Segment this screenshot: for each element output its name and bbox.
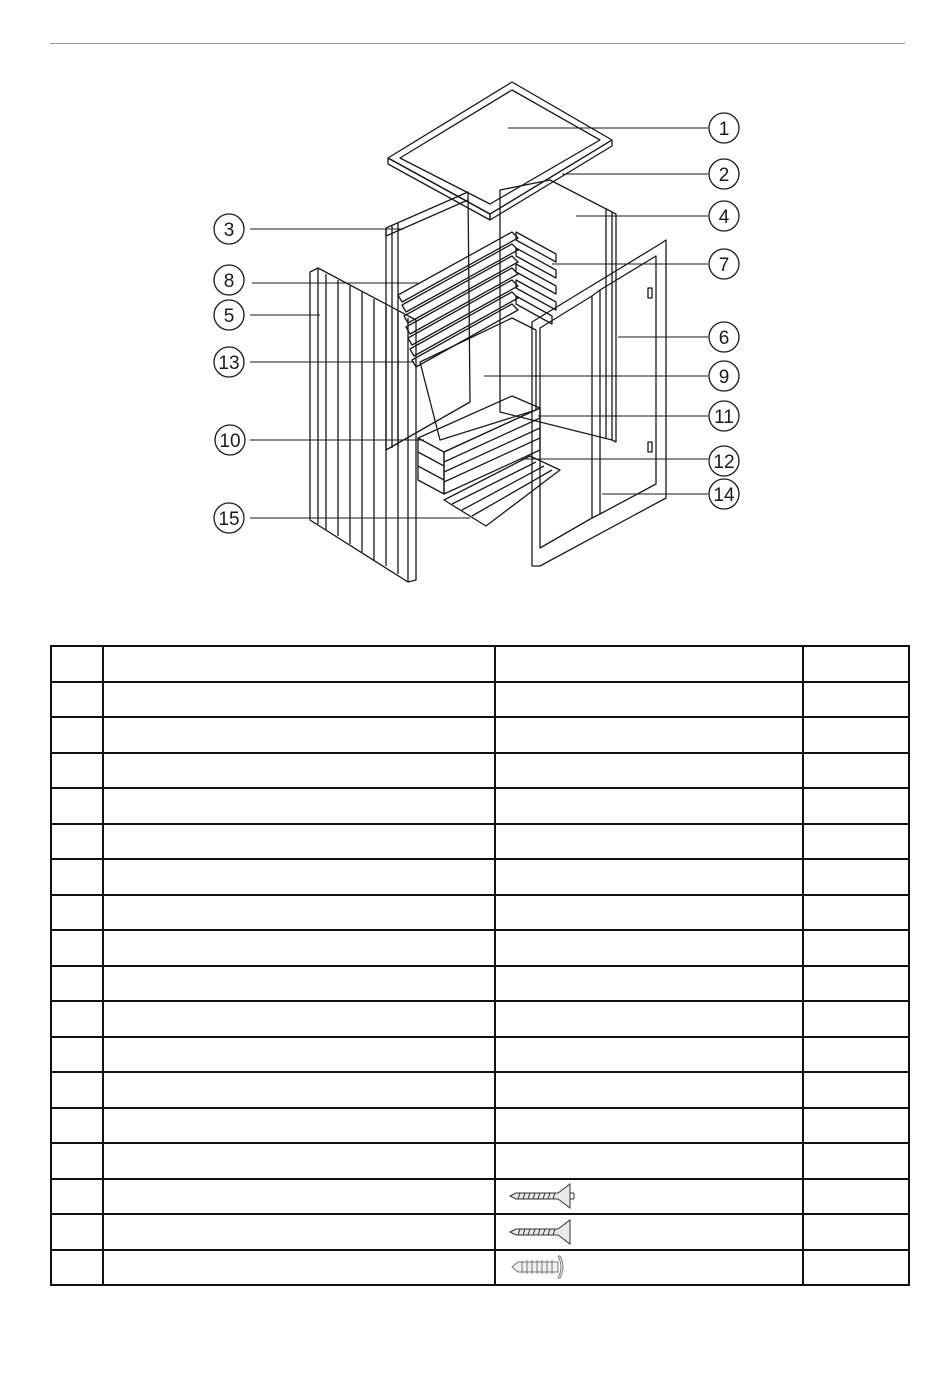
- callout-label: 6: [718, 328, 730, 349]
- table-row: [51, 859, 909, 895]
- side-back-rest: [516, 232, 556, 324]
- bench-support: [420, 318, 536, 440]
- table-row: [51, 1001, 909, 1037]
- table-row: [51, 1108, 909, 1144]
- callout-label: 13: [218, 353, 240, 374]
- bench-seat: [418, 396, 540, 494]
- front-wall-door: [532, 240, 666, 566]
- callout-9: [709, 361, 739, 391]
- floor-rack: [444, 456, 560, 526]
- callout-1: [709, 113, 739, 143]
- table-row: [51, 1072, 909, 1108]
- table-row: [51, 824, 909, 860]
- callout-11: [709, 401, 739, 431]
- callout-13: [214, 347, 244, 377]
- table-row: [51, 930, 909, 966]
- callout-label: 7: [718, 255, 730, 276]
- callout-7: [709, 249, 739, 279]
- callout-15: [214, 503, 244, 533]
- callout-label: 8: [223, 271, 235, 292]
- wall-anchor-icon: [508, 1252, 578, 1282]
- table-row: [51, 895, 909, 931]
- callout-label: 2: [718, 165, 730, 186]
- callout-label: 10: [219, 431, 241, 452]
- callout-2: [709, 159, 739, 189]
- callout-label: 1: [718, 119, 730, 140]
- table-row: [51, 1037, 909, 1073]
- table-row: [51, 788, 909, 824]
- callout-label: 11: [714, 407, 734, 428]
- table-row: [51, 753, 909, 789]
- left-side-wall: [310, 268, 416, 582]
- callout-label: 5: [223, 306, 235, 327]
- callout-8: [214, 265, 244, 295]
- table-row: [51, 717, 909, 753]
- table-row: [51, 1214, 909, 1250]
- parts-table: [50, 645, 910, 1286]
- callout-6: [709, 322, 739, 352]
- countersunk-screw-icon: [508, 1181, 578, 1211]
- table-row: [51, 1179, 909, 1215]
- callout-label: 9: [718, 367, 730, 388]
- sauna-exploded-diagram: [0, 0, 950, 620]
- callout-12: [709, 446, 739, 476]
- callout-label: 15: [218, 509, 240, 530]
- table-row: [51, 966, 909, 1002]
- callout-14: [709, 479, 739, 509]
- table-row: [51, 682, 909, 718]
- callout-10: [215, 425, 245, 455]
- table-header-row: [51, 646, 909, 682]
- callout-label: 14: [713, 485, 735, 506]
- countersunk-screw-icon: [508, 1217, 578, 1247]
- callout-label: 4: [718, 207, 730, 228]
- table-row: [51, 1143, 909, 1179]
- callout-label: 12: [713, 452, 735, 473]
- callout-label: 3: [223, 220, 235, 241]
- callout-5: [214, 300, 244, 330]
- table-row: [51, 1250, 909, 1286]
- callout-4: [709, 201, 739, 231]
- callout-3: [214, 214, 244, 244]
- bench-front-panel: [444, 408, 540, 494]
